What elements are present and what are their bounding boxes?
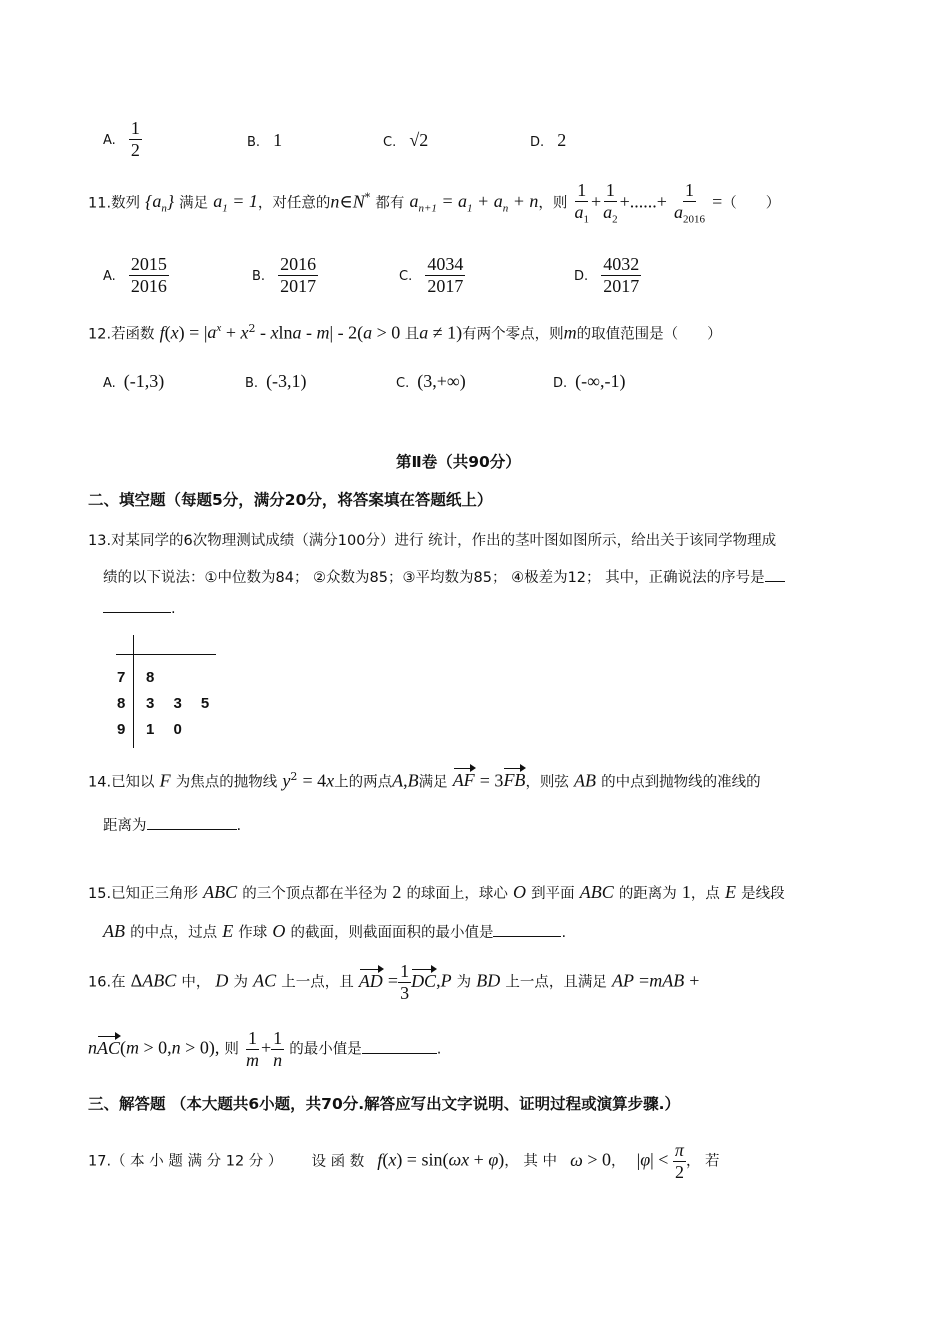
q14-line2: 距离为 . — [103, 814, 241, 835]
section-header: 三、解答题 （本大题共6小题，共70分.解答应写出文字说明、证明过程或演算步骤.） — [88, 1095, 681, 1113]
option-label: C. — [383, 135, 397, 150]
fraction: $\frac{1}{a_{2016}}$ — [674, 180, 705, 226]
fraction: $\frac{4032}{2017}$ — [603, 254, 640, 296]
q12-option-c: C. (3,+∞) — [396, 371, 466, 391]
q16-line1: 16.在 ΔABC 中， D 为 AC 上一点，且 AD = $\frac{1}{3}$ DC,P 为 BD 上一点，且满足 AP =mAB + — [88, 961, 700, 1003]
q13-line3: . — [103, 597, 176, 617]
q12-option-a: A. (-1,3) — [103, 371, 165, 391]
math: $a_{n+1} = a_1 + a_n + n$ — [409, 191, 539, 216]
q11-option-c: C. $\frac{4034}{2017}$ — [399, 254, 464, 296]
q11-option-a: A. $\frac{2015}{2016}$ — [103, 254, 167, 296]
answer-blank — [765, 566, 785, 582]
stem-row: 8 — [117, 695, 126, 712]
option-value: 1 — [273, 130, 283, 150]
option-label: D. — [530, 135, 545, 150]
q12-option-d: D. (-∞,-1) — [553, 371, 626, 391]
q17-line1: 17.（ 本 小 题 满 分 12 分 ） 设 函 数 f(x) = sin(ωx + φ)， 其 中 ω > 0， |φ| < $\frac{\pi}{2}$ ， 若 — [88, 1140, 720, 1182]
fraction: $\frac{1}{n}$ — [273, 1028, 283, 1070]
q12-option-b: B. (-3,1) — [245, 371, 307, 391]
section-header: 二、填空题（每题5分，满分20分，将答案填在答题纸上） — [88, 491, 493, 509]
q15-line1: 15.已知正三角形 ABC 的三个顶点都在半径为 2 的球面上，球心 O 到平面 ABC 的距离为 1，点 E 是线段 — [88, 882, 785, 902]
option-value: 2 — [557, 130, 567, 150]
math: n — [330, 191, 340, 212]
stem-row: 9 — [117, 721, 126, 738]
q10-option-b — [247, 130, 282, 151]
fraction: $\frac{\pi}{2}$ — [674, 1140, 684, 1182]
vector: FB — [503, 770, 526, 791]
leaf-row: 1 0 — [146, 721, 182, 738]
vector: AC — [97, 1037, 121, 1058]
q13-line1: 13.对某同学的6次物理测试成绩（满分100分）进行 统计，作出的茎叶图如图所示，给出关于该同学物理成 — [88, 533, 777, 549]
option-label: A. — [103, 132, 116, 148]
math: $a_1 = 1$ — [213, 191, 258, 216]
math: f — [159, 322, 165, 343]
q11-option-b: B. $\frac{2016}{2017}$ — [252, 254, 317, 296]
stem-row: 7 — [117, 669, 126, 686]
horizontal-divider — [116, 654, 216, 655]
q15-line2: AB 的中点，过点 E 作球 O 的截面，则截面面积的最小值是 . — [103, 921, 567, 941]
q12-stem: 12.若函数 $f(x) = |a^x + x^2 - xlna - m| - 2(a > 0$ 且a ≠ 1)有两个零点，则m的取值范围是（ ） — [88, 322, 722, 343]
leaf-row: 8 — [146, 669, 155, 686]
fraction: $\frac{1}{2}$ — [130, 118, 140, 160]
q13-line2: 绩的以下说法：①中位数为84； ②众数为85；③平均数为85； ④极差为12； 其中，正确说法的序号是 — [103, 566, 785, 587]
fraction: $\frac{1}{a_1}$ — [574, 180, 589, 226]
q10-option-c — [383, 130, 428, 151]
option-label: B. — [247, 135, 261, 150]
answer-blank — [147, 814, 237, 830]
fraction: $\frac{2016}{2017}$ — [280, 254, 317, 296]
vertical-divider — [133, 635, 134, 748]
section-title: 第Ⅱ卷（共90分） — [396, 453, 521, 471]
q10-option-a — [103, 118, 142, 160]
fraction: $\frac{1}{3}$ — [400, 961, 410, 1003]
q16-line2: nAC(m > 0,n > 0), 则 $\frac{1}{m}$ + $\frac{1}{n}$ 的最小值是 . — [88, 1028, 442, 1070]
fraction: $\frac{1}{m}$ — [246, 1028, 260, 1070]
vector: DC — [411, 970, 437, 991]
vector: AD — [358, 970, 383, 991]
leaf-row: 3 3 5 — [146, 695, 210, 712]
fraction: $\frac{1}{a_2}$ — [603, 180, 618, 226]
q14-line1: 14.已知以 F 为焦点的抛物线 $y^2 = 4x$上的两点A,B满足 AF = 3FB，则弦 AB 的中点到抛物线的准线的 — [88, 770, 761, 791]
vector: AF — [452, 770, 475, 791]
q11-stem: 11.数列 $\{a_n\}$ 满足 $a_1 = 1$，对任意的n∈N* 都有 $a_{n+1} = a_1 + a_n + n$，则 $\frac{1}{a_1}$ + $\frac{1}{a_2}$ +......+ $\frac{1}{a_{2016}}$ =（ ） — [88, 180, 781, 226]
q10-option-d — [530, 130, 566, 151]
math: $\{a_n\}$ — [145, 191, 175, 216]
answer-blank — [493, 921, 561, 937]
q11-option-d: D. $\frac{4032}{2017}$ — [574, 254, 640, 296]
fraction: $\frac{4034}{2017}$ — [427, 254, 464, 296]
option-value: √2 — [409, 130, 429, 150]
stem-leaf-plot — [112, 635, 222, 750]
answer-blank — [103, 597, 171, 613]
answer-blank — [362, 1038, 437, 1054]
fraction: $\frac{2015}{2016}$ — [130, 254, 167, 296]
